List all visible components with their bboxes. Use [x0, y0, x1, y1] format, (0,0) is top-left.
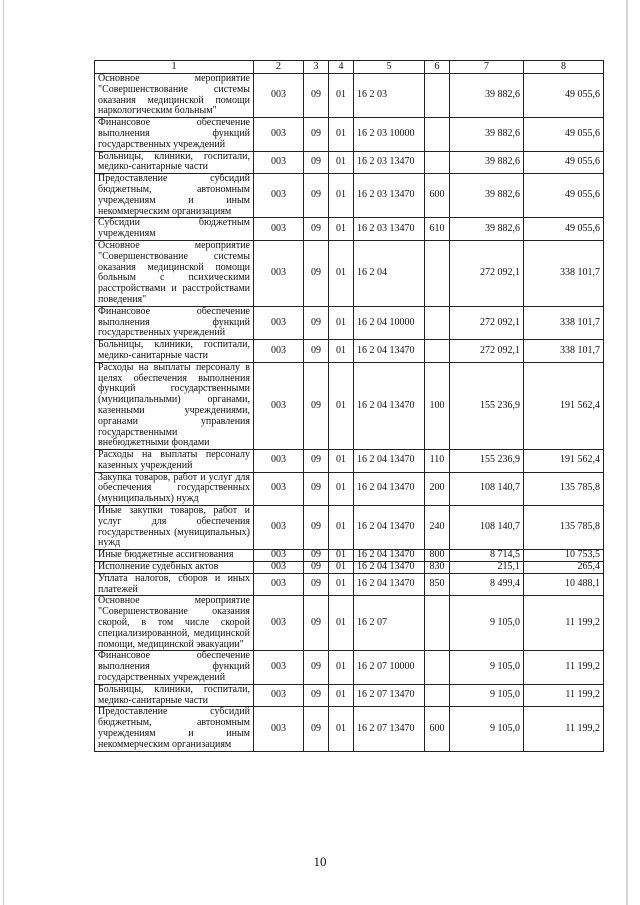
- row-grbs: 003: [254, 562, 304, 574]
- row-expense-type: 100: [425, 362, 450, 449]
- col-header-sum-year1: 7: [450, 61, 524, 74]
- row-expense-type: [425, 651, 450, 684]
- row-grbs: 003: [254, 240, 304, 306]
- row-subsection: 01: [329, 550, 354, 562]
- row-sum-year1: 108 140,7: [450, 472, 524, 505]
- row-subsection: 01: [329, 651, 354, 684]
- row-sum-year2: 10 488,1: [524, 573, 604, 596]
- row-subsection: 01: [329, 118, 354, 151]
- row-expense-type: [425, 240, 450, 306]
- row-grbs: 003: [254, 651, 304, 684]
- row-name: Субсидии бюджетным учреждениям: [95, 218, 254, 241]
- row-target-article: 16 2 07 13470: [354, 684, 425, 707]
- row-subsection: 01: [329, 506, 354, 550]
- row-section: 09: [304, 174, 329, 218]
- row-sum-year2: 338 101,7: [524, 240, 604, 306]
- row-sum-year1: 39 882,6: [450, 174, 524, 218]
- row-name: Больницы, клиники, госпитали, медико-санитарные части: [95, 340, 254, 363]
- row-expense-type: 110: [425, 450, 450, 473]
- row-expense-type: 610: [425, 218, 450, 241]
- row-sum-year1: 155 236,9: [450, 362, 524, 449]
- row-sum-year1: 9 105,0: [450, 684, 524, 707]
- col-header-target-article: 5: [354, 61, 425, 74]
- table-row: [95, 651, 604, 684]
- table-row: [95, 684, 604, 707]
- row-name: Больницы, клиники, госпитали, медико-санитарные части: [95, 684, 254, 707]
- row-name: Предоставление субсидий бюджетным, автономным учреждениям и иным некоммерческим организациям: [95, 174, 254, 218]
- row-sum-year1: 215,1: [450, 562, 524, 574]
- row-expense-type: 830: [425, 562, 450, 574]
- row-section: 09: [304, 506, 329, 550]
- row-sum-year1: 108 140,7: [450, 506, 524, 550]
- row-name: Больницы, клиники, госпитали, медико-санитарные части: [95, 151, 254, 174]
- row-subsection: 01: [329, 596, 354, 651]
- row-section: 09: [304, 707, 329, 751]
- row-section: 09: [304, 596, 329, 651]
- row-grbs: 003: [254, 340, 304, 363]
- row-sum-year1: 39 882,6: [450, 218, 524, 241]
- row-sum-year2: 135 785,8: [524, 506, 604, 550]
- table-row: [95, 550, 604, 562]
- row-expense-type: [425, 340, 450, 363]
- row-sum-year1: 39 882,6: [450, 74, 524, 118]
- row-subsection: 01: [329, 573, 354, 596]
- row-sum-year2: 338 101,7: [524, 340, 604, 363]
- row-section: 09: [304, 306, 329, 339]
- row-grbs: 003: [254, 684, 304, 707]
- row-grbs: 003: [254, 550, 304, 562]
- row-target-article: 16 2 04 13470: [354, 450, 425, 473]
- row-section: 09: [304, 340, 329, 363]
- row-target-article: 16 2 04 13470: [354, 506, 425, 550]
- table-row: [95, 573, 604, 596]
- row-sum-year1: 39 882,6: [450, 118, 524, 151]
- scan-edge-left: [3, 0, 4, 905]
- row-grbs: 003: [254, 506, 304, 550]
- table-row: [95, 174, 604, 218]
- row-sum-year1: 39 882,6: [450, 151, 524, 174]
- row-section: 09: [304, 472, 329, 505]
- table-row: [95, 362, 604, 449]
- row-grbs: 003: [254, 707, 304, 751]
- col-header-grbs: 2: [254, 61, 304, 74]
- row-section: 09: [304, 218, 329, 241]
- row-name: Иные бюджетные ассигнования: [95, 550, 254, 562]
- row-grbs: 003: [254, 450, 304, 473]
- row-target-article: 16 2 07 10000: [354, 651, 425, 684]
- row-expense-type: [425, 596, 450, 651]
- table-row: [95, 340, 604, 363]
- row-sum-year2: 49 055,6: [524, 218, 604, 241]
- table-row: [95, 450, 604, 473]
- row-target-article: 16 2 04 13470: [354, 550, 425, 562]
- row-section: 09: [304, 550, 329, 562]
- table-row: [95, 562, 604, 574]
- row-expense-type: 600: [425, 707, 450, 751]
- row-section: 09: [304, 362, 329, 449]
- row-target-article: 16 2 04 13470: [354, 362, 425, 449]
- row-subsection: 01: [329, 362, 354, 449]
- row-name: Уплата налогов, сборов и иных платежей: [95, 573, 254, 596]
- row-subsection: 01: [329, 684, 354, 707]
- row-subsection: 01: [329, 218, 354, 241]
- table-row: [95, 74, 604, 118]
- table-row: [95, 218, 604, 241]
- row-grbs: 003: [254, 596, 304, 651]
- header-row: [95, 61, 604, 74]
- row-sum-year2: 49 055,6: [524, 174, 604, 218]
- row-sum-year2: 49 055,6: [524, 151, 604, 174]
- col-header-name: 1: [95, 61, 254, 74]
- row-sum-year2: 191 562,4: [524, 450, 604, 473]
- row-name: Расходы на выплаты персоналу в целях обеспечения выполнения функций государственными (муниципальными) органами, казенными учреждениями, органами управления государственными внебюджетными фондами: [95, 362, 254, 449]
- table-row: [95, 118, 604, 151]
- row-subsection: 01: [329, 240, 354, 306]
- row-target-article: 16 2 07 13470: [354, 707, 425, 751]
- row-subsection: 01: [329, 450, 354, 473]
- row-subsection: 01: [329, 174, 354, 218]
- row-target-article: 16 2 03 13470: [354, 174, 425, 218]
- row-expense-type: [425, 151, 450, 174]
- row-sum-year2: 49 055,6: [524, 118, 604, 151]
- row-expense-type: [425, 684, 450, 707]
- row-name: Предоставление субсидий бюджетным, автономным учреждениям и иным некоммерческим организациям: [95, 707, 254, 751]
- row-target-article: 16 2 04 10000: [354, 306, 425, 339]
- row-subsection: 01: [329, 74, 354, 118]
- row-target-article: 16 2 04 13470: [354, 562, 425, 574]
- row-subsection: 01: [329, 562, 354, 574]
- row-grbs: 003: [254, 362, 304, 449]
- row-section: 09: [304, 562, 329, 574]
- row-sum-year1: 8 499,4: [450, 573, 524, 596]
- row-sum-year2: 191 562,4: [524, 362, 604, 449]
- col-header-expense-type: 6: [425, 61, 450, 74]
- row-target-article: 16 2 04 13470: [354, 573, 425, 596]
- row-expense-type: 800: [425, 550, 450, 562]
- row-target-article: 16 2 07: [354, 596, 425, 651]
- row-subsection: 01: [329, 707, 354, 751]
- row-subsection: 01: [329, 306, 354, 339]
- row-name: Финансовое обеспечение выполнения функций государственных учреждений: [95, 306, 254, 339]
- row-section: 09: [304, 151, 329, 174]
- row-target-article: 16 2 03 13470: [354, 151, 425, 174]
- row-sum-year1: 272 092,1: [450, 306, 524, 339]
- row-sum-year1: 272 092,1: [450, 340, 524, 363]
- row-sum-year1: 272 092,1: [450, 240, 524, 306]
- row-name: Основное мероприятие "Совершенствование системы оказания медицинской помощи наркологическим больным": [95, 74, 254, 118]
- row-sum-year2: 11 199,2: [524, 684, 604, 707]
- row-section: 09: [304, 118, 329, 151]
- row-sum-year1: 9 105,0: [450, 651, 524, 684]
- row-expense-type: 200: [425, 472, 450, 505]
- row-name: Основное мероприятие "Совершенствование системы оказания медицинской помощи больным с психическими расстройствами и расстройствами поведения": [95, 240, 254, 306]
- row-subsection: 01: [329, 472, 354, 505]
- row-target-article: 16 2 04 13470: [354, 472, 425, 505]
- row-target-article: 16 2 03 13470: [354, 218, 425, 241]
- row-sum-year2: 11 199,2: [524, 651, 604, 684]
- row-section: 09: [304, 684, 329, 707]
- row-section: 09: [304, 450, 329, 473]
- row-sum-year2: 10 753,5: [524, 550, 604, 562]
- row-sum-year2: 265,4: [524, 562, 604, 574]
- row-expense-type: [425, 306, 450, 339]
- row-name: Иные закупки товаров, работ и услуг для обеспечения государственных (муниципальных) нужд: [95, 506, 254, 550]
- row-section: 09: [304, 651, 329, 684]
- table-row: [95, 306, 604, 339]
- budget-table: [94, 60, 604, 752]
- row-sum-year2: 135 785,8: [524, 472, 604, 505]
- table-row: [95, 707, 604, 751]
- row-grbs: 003: [254, 74, 304, 118]
- row-name: Исполнение судебных актов: [95, 562, 254, 574]
- row-target-article: 16 2 03 10000: [354, 118, 425, 151]
- row-expense-type: 240: [425, 506, 450, 550]
- row-section: 09: [304, 240, 329, 306]
- table-row: [95, 240, 604, 306]
- row-grbs: 003: [254, 118, 304, 151]
- row-sum-year1: 9 105,0: [450, 707, 524, 751]
- col-header-section: 3: [304, 61, 329, 74]
- row-name: Закупка товаров, работ и услуг для обеспечения государственных (муниципальных) нужд: [95, 472, 254, 505]
- row-target-article: 16 2 03: [354, 74, 425, 118]
- row-sum-year2: 49 055,6: [524, 74, 604, 118]
- row-grbs: 003: [254, 472, 304, 505]
- row-target-article: 16 2 04: [354, 240, 425, 306]
- row-expense-type: 850: [425, 573, 450, 596]
- table-row: [95, 596, 604, 651]
- row-section: 09: [304, 573, 329, 596]
- row-grbs: 003: [254, 174, 304, 218]
- row-grbs: 003: [254, 306, 304, 339]
- row-section: 09: [304, 74, 329, 118]
- row-sum-year2: 11 199,2: [524, 596, 604, 651]
- row-name: Финансовое обеспечение выполнения функций государственных учреждений: [95, 651, 254, 684]
- table-row: [95, 506, 604, 550]
- row-expense-type: [425, 118, 450, 151]
- row-grbs: 003: [254, 151, 304, 174]
- row-target-article: 16 2 04 13470: [354, 340, 425, 363]
- row-name: Основное мероприятие "Совершенствование оказания скорой, в том числе скорой специализированной, медицинской помощи, медицинской эвакуации": [95, 596, 254, 651]
- row-subsection: 01: [329, 340, 354, 363]
- row-grbs: 003: [254, 218, 304, 241]
- row-expense-type: 600: [425, 174, 450, 218]
- col-header-sum-year2: 8: [524, 61, 604, 74]
- row-sum-year2: 338 101,7: [524, 306, 604, 339]
- row-name: Финансовое обеспечение выполнения функций государственных учреждений: [95, 118, 254, 151]
- table-row: [95, 151, 604, 174]
- row-sum-year1: 155 236,9: [450, 450, 524, 473]
- row-sum-year1: 9 105,0: [450, 596, 524, 651]
- page-number: 10: [313, 854, 327, 869]
- row-name: Расходы на выплаты персоналу казенных учреждений: [95, 450, 254, 473]
- table-row: [95, 472, 604, 505]
- row-grbs: 003: [254, 573, 304, 596]
- row-subsection: 01: [329, 151, 354, 174]
- col-header-subsection: 4: [329, 61, 354, 74]
- scan-edge-right: [626, 0, 628, 905]
- row-expense-type: [425, 74, 450, 118]
- row-sum-year1: 8 714,5: [450, 550, 524, 562]
- row-sum-year2: 11 199,2: [524, 707, 604, 751]
